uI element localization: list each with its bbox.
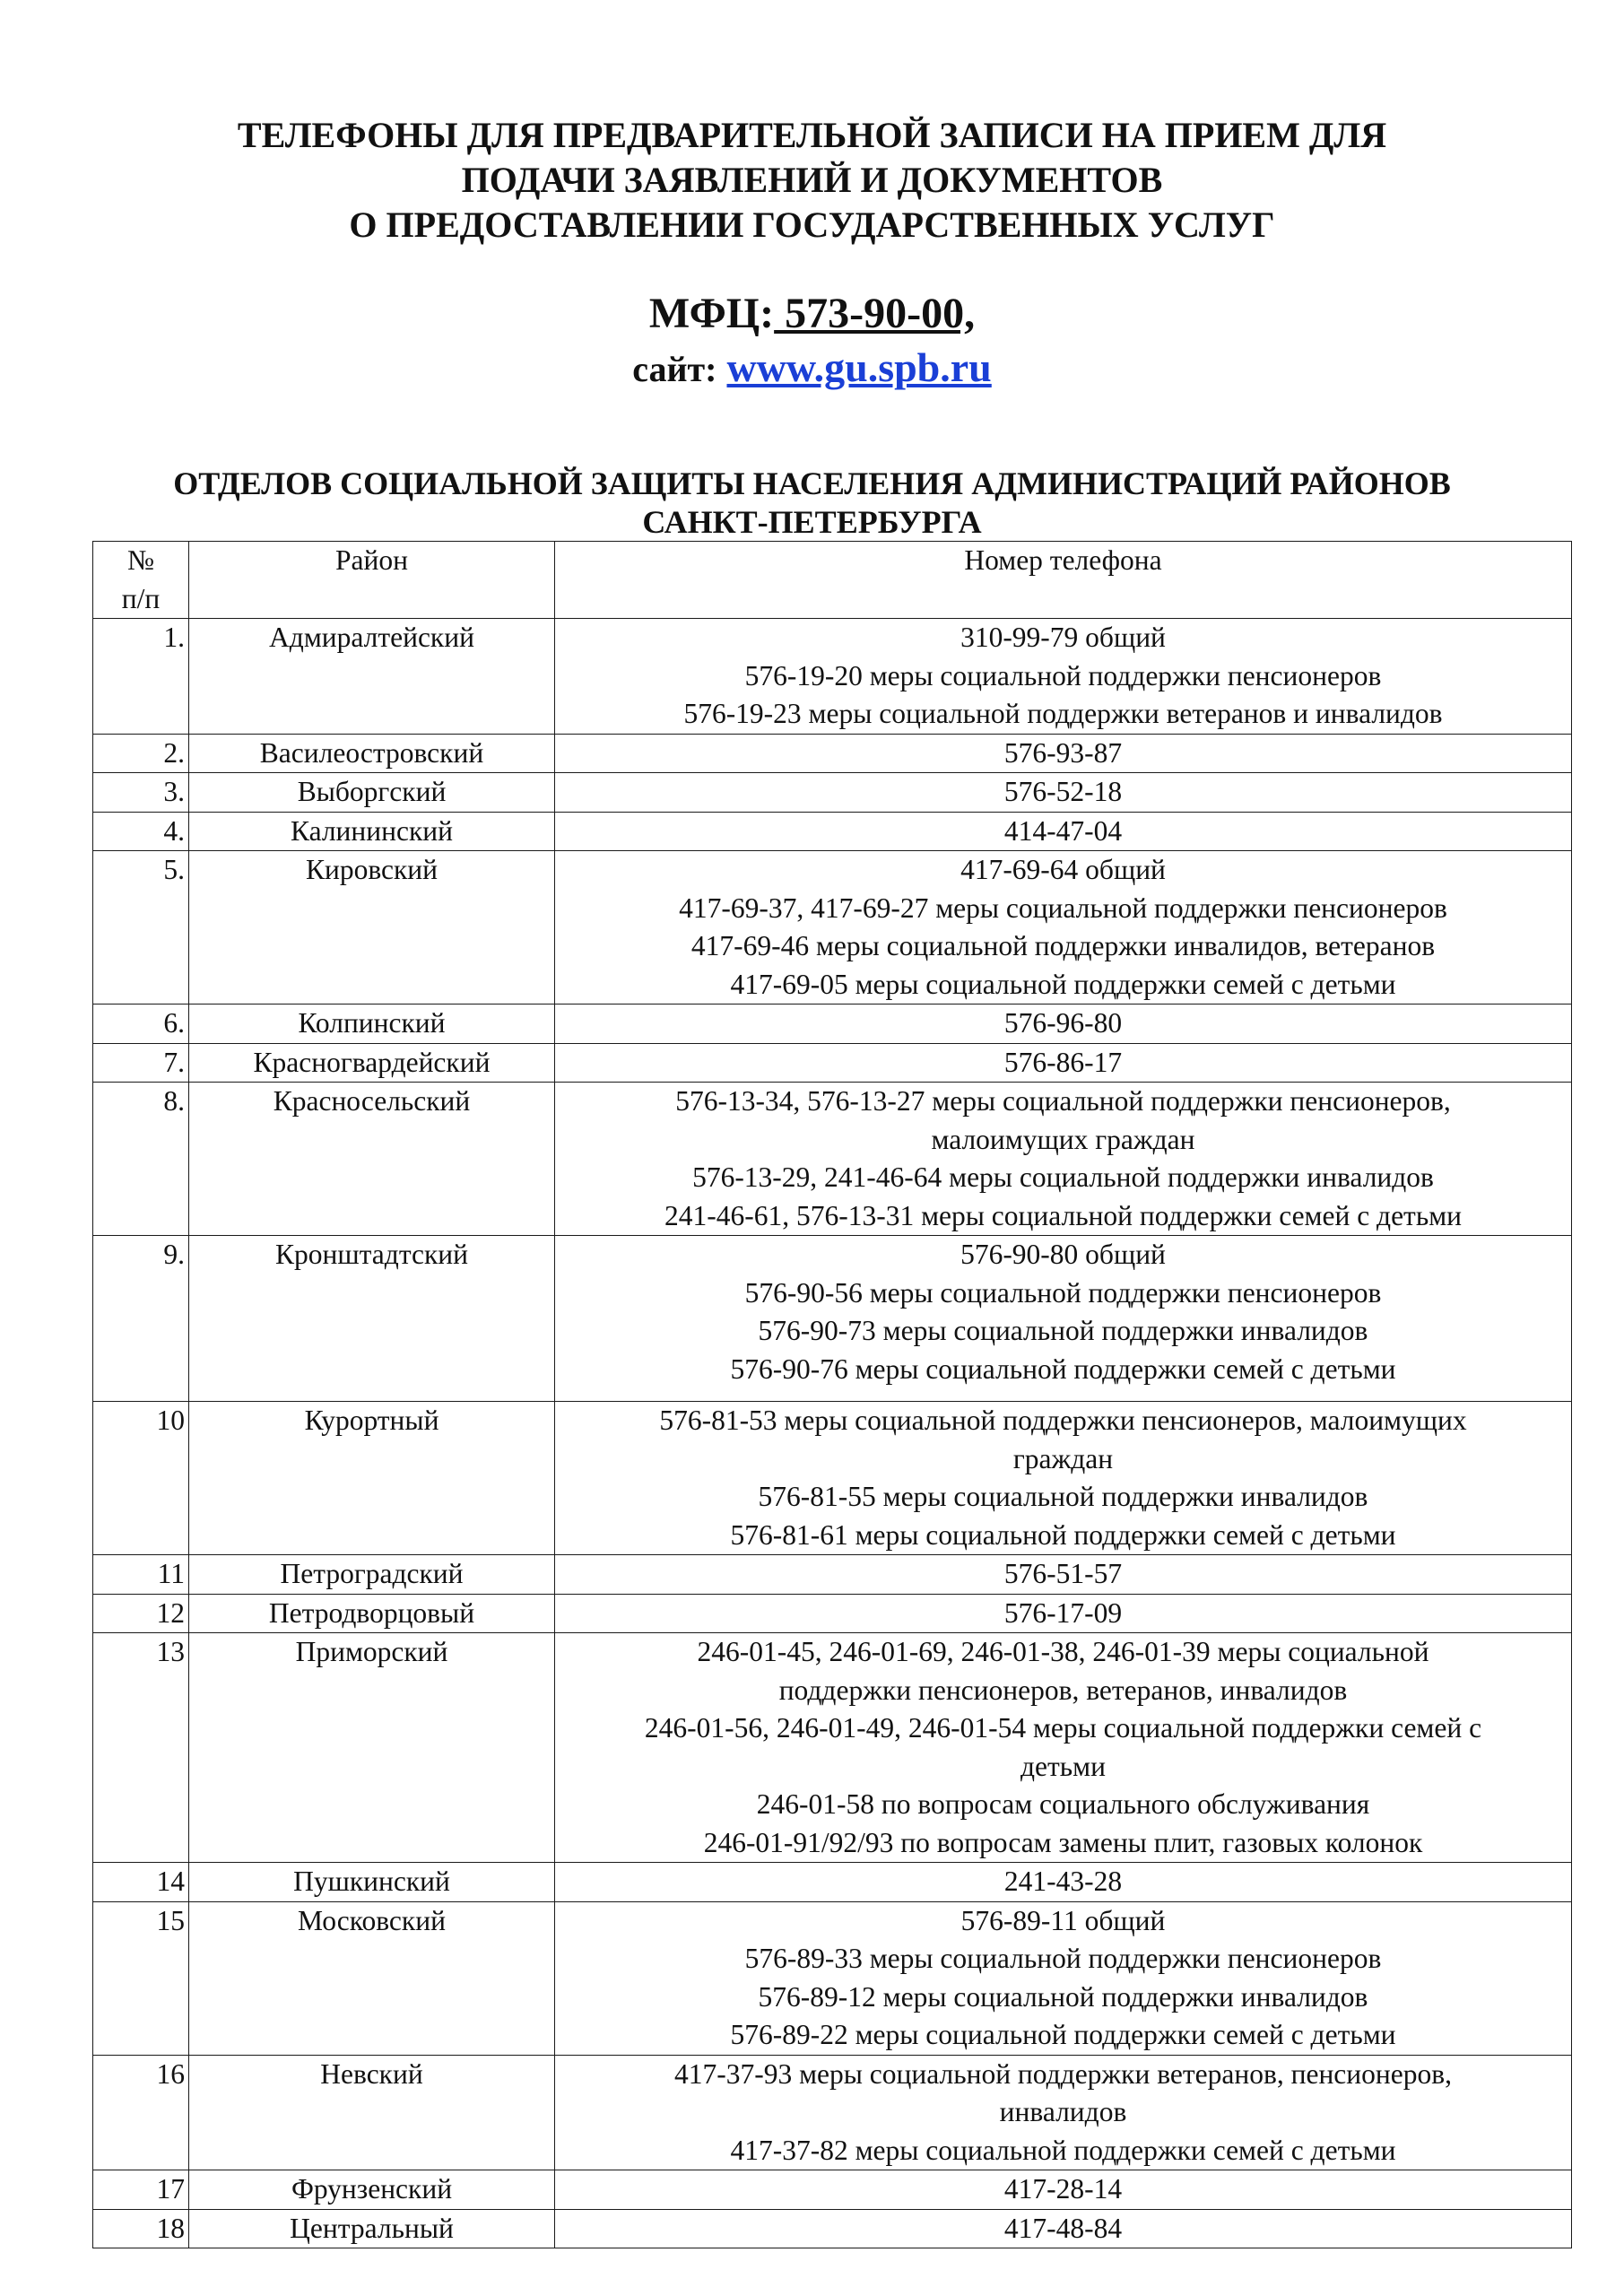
phone-line: поддержки пенсионеров, ветеранов, инвалидов [778,1674,1348,1706]
mfc-label: МФЦ: [648,290,775,337]
district-name: Выборгский [189,773,555,813]
table-header-row [93,542,1572,619]
phone-line: 576-81-55 меры социальной поддержки инвалидов [758,1481,1368,1512]
phone-line: 576-93-87 [1003,736,1123,769]
district-name: Курортный [189,1402,555,1555]
phone-numbers [555,619,1572,735]
row-number: 5. [93,851,189,1004]
phone-line: 246-01-56, 246-01-49, 246-01-54 меры социальной поддержки семей с [644,1712,1482,1744]
district-name: Кировский [189,851,555,1004]
phone-numbers [555,1236,1572,1402]
phone-line: 417-69-37, 417-69-27 меры социальной поддержки пенсионеров [679,891,1447,924]
table-title [0,465,1624,542]
phone-line: 576-81-61 меры социальной поддержки семей с детьми [730,1518,1396,1551]
row-number: 10 [93,1402,189,1555]
phone-line: 576-86-17 [1003,1046,1123,1078]
row-number: 2. [93,734,189,773]
phone-line: инвалидов [999,2096,1127,2127]
table-row [93,1594,1572,1633]
district-name: Красносельский [189,1083,555,1236]
row-number: 12 [93,1594,189,1633]
district-name: Калининский [189,812,555,851]
phone-line: 576-89-33 меры социальной поддержки пенсионеров [744,1943,1382,1974]
phone-line: 576-19-23 меры социальной поддержки ветеранов и инвалидов [683,698,1443,729]
row-number: 7. [93,1043,189,1083]
header-number-abbr: п/п [121,582,161,614]
phone-line: 417-48-84 [1003,2212,1123,2244]
table-row [93,1863,1572,1902]
phone-numbers [555,1555,1572,1595]
district-name: Адмиралтейский [189,619,555,735]
row-number: 11 [93,1555,189,1595]
phone-numbers [555,2170,1572,2210]
phone-line: 576-51-57 [1003,1558,1123,1589]
header-number-symbol: № [126,544,155,576]
phone-line: 576-52-18 [1003,776,1123,807]
district-name: Красногвардейский [189,1043,555,1083]
phone-line: 576-17-09 [1003,1596,1123,1629]
table-row [93,734,1572,773]
row-number: 9. [93,1236,189,1402]
website-line [0,343,1624,395]
phone-line: 417-69-05 меры социальной поддержки семей с детьми [730,968,1396,1000]
table-row [93,1402,1572,1555]
row-number: 3. [93,773,189,813]
phone-numbers [555,812,1572,851]
row-number: 8. [93,1083,189,1236]
district-name: Центральный [189,2209,555,2248]
table-row [93,1901,1572,2055]
header-district: Район [189,542,555,619]
district-name: Петродворцовый [189,1594,555,1633]
table-row [93,851,1572,1004]
title-line: О ПРЕДОСТАВЛЕНИИ ГОСУДАРСТВЕННЫХ УСЛУГ [349,204,1275,245]
phone-line: 576-90-80 общий [960,1239,1166,1270]
phone-line: 246-01-58 по вопросам социального обслуживания [756,1788,1370,1820]
phone-line: граждан [1012,1442,1114,1474]
phone-line: 576-81-53 меры социальной поддержки пенсионеров, малоимущих [659,1405,1467,1436]
row-number: 17 [93,2170,189,2210]
district-name: Кронштадтский [189,1236,555,1402]
phone-numbers [555,734,1572,773]
phone-line: 576-90-76 меры социальной поддержки семей с детьми [730,1352,1396,1385]
phone-line: детьми [1020,1750,1106,1782]
subtitle-line: ОТДЕЛОВ СОЦИАЛЬНОЙ ЗАЩИТЫ НАСЕЛЕНИЯ АДМИНИСТРАЦИЙ РАЙОНОВ [173,465,1451,501]
phone-line: 576-90-73 меры социальной поддержки инвалидов [758,1315,1368,1346]
district-name: Колпинский [189,1004,555,1044]
table-row [93,1083,1572,1236]
phone-line: 246-01-91/92/93 по вопросам замены плит, газовых колонок [703,1826,1423,1858]
district-name: Невский [189,2055,555,2170]
phone-numbers [555,1594,1572,1633]
website-link[interactable]: www.gu.spb.ru [726,344,992,390]
row-number: 6. [93,1004,189,1044]
phone-line: 241-43-28 [1003,1866,1123,1897]
header-phone: Номер телефона [555,542,1572,619]
title-line: ПОДАЧИ ЗАЯВЛЕНИЙ И ДОКУМЕНТОВ [461,160,1163,200]
row-number: 14 [93,1863,189,1902]
phone-line: 576-19-20 меры социальной поддержки пенсионеров [744,659,1382,691]
table-row [93,2209,1572,2248]
mfc-contact [0,287,1624,341]
table-row [93,2055,1572,2170]
phone-numbers [555,1083,1572,1236]
table-row [93,1236,1572,1402]
row-number: 18 [93,2209,189,2248]
page-title [0,113,1624,248]
phone-line: 414-47-04 [1003,814,1123,847]
phone-line: 576-89-22 меры социальной поддержки семей с детьми [730,2019,1396,2050]
phone-line: 576-90-56 меры социальной поддержки пенсионеров [744,1276,1382,1309]
phone-table [92,541,1572,2248]
phone-line: 417-69-46 меры социальной поддержки инвалидов, ветеранов [690,930,1436,961]
phone-numbers [555,2055,1572,2170]
title-line: ТЕЛЕФОНЫ ДЛЯ ПРЕДВАРИТЕЛЬНОЙ ЗАПИСИ НА ПРИЕМ ДЛЯ [237,115,1387,155]
table-row [93,1043,1572,1083]
row-number: 16 [93,2055,189,2170]
table-row [93,2170,1572,2210]
phone-numbers [555,851,1572,1004]
phone-numbers [555,2209,1572,2248]
table-row [93,1555,1572,1595]
district-name: Приморский [189,1633,555,1863]
row-number: 4. [93,812,189,851]
table-body [93,619,1572,2248]
row-number: 15 [93,1901,189,2055]
phone-numbers [555,1043,1572,1083]
phone-line: 241-46-61, 576-13-31 меры социальной поддержки семей с детьми [664,1199,1462,1231]
phone-line: 417-28-14 [1003,2173,1123,2205]
district-name: Петроградский [189,1555,555,1595]
table-row [93,812,1572,851]
phone-line: 576-13-34, 576-13-27 меры социальной поддержки пенсионеров, [675,1085,1451,1117]
phone-line: 310-99-79 общий [960,622,1166,653]
header-number [93,542,189,619]
mfc-phone: 573-90-00, [774,290,976,337]
phone-numbers [555,773,1572,813]
phone-line: малоимущих граждан [931,1123,1195,1155]
row-number: 1. [93,619,189,735]
subtitle-line: САНКТ-ПЕТЕРБУРГА [642,504,982,540]
phone-line: 576-96-80 [1003,1007,1123,1039]
phone-numbers [555,1004,1572,1044]
phone-numbers [555,1863,1572,1902]
phone-line: 576-89-11 общий [960,1904,1166,1936]
district-name: Василеостровский [189,734,555,773]
phone-line: 576-13-29, 241-46-64 меры социальной поддержки инвалидов [692,1161,1434,1193]
phone-numbers [555,1633,1572,1863]
row-number: 13 [93,1633,189,1863]
phone-line: 417-69-64 общий [960,854,1166,885]
phone-line: 576-89-12 меры социальной поддержки инвалидов [758,1980,1368,2013]
phone-numbers [555,1901,1572,2055]
district-name: Фрунзенский [189,2170,555,2210]
district-name: Пушкинский [189,1863,555,1902]
table-row [93,1004,1572,1044]
phone-numbers [555,1402,1572,1555]
table-row [93,619,1572,735]
phone-line: 417-37-82 меры социальной поддержки семей с детьми [730,2134,1396,2166]
table-row [93,1633,1572,1863]
district-name: Московский [189,1901,555,2055]
website-label: сайт: [632,349,717,389]
table-row [93,773,1572,813]
phone-line: 417-37-93 меры социальной поддержки ветеранов, пенсионеров, [674,2057,1452,2090]
phone-line: 246-01-45, 246-01-69, 246-01-38, 246-01-39 меры социальной [697,1636,1429,1667]
